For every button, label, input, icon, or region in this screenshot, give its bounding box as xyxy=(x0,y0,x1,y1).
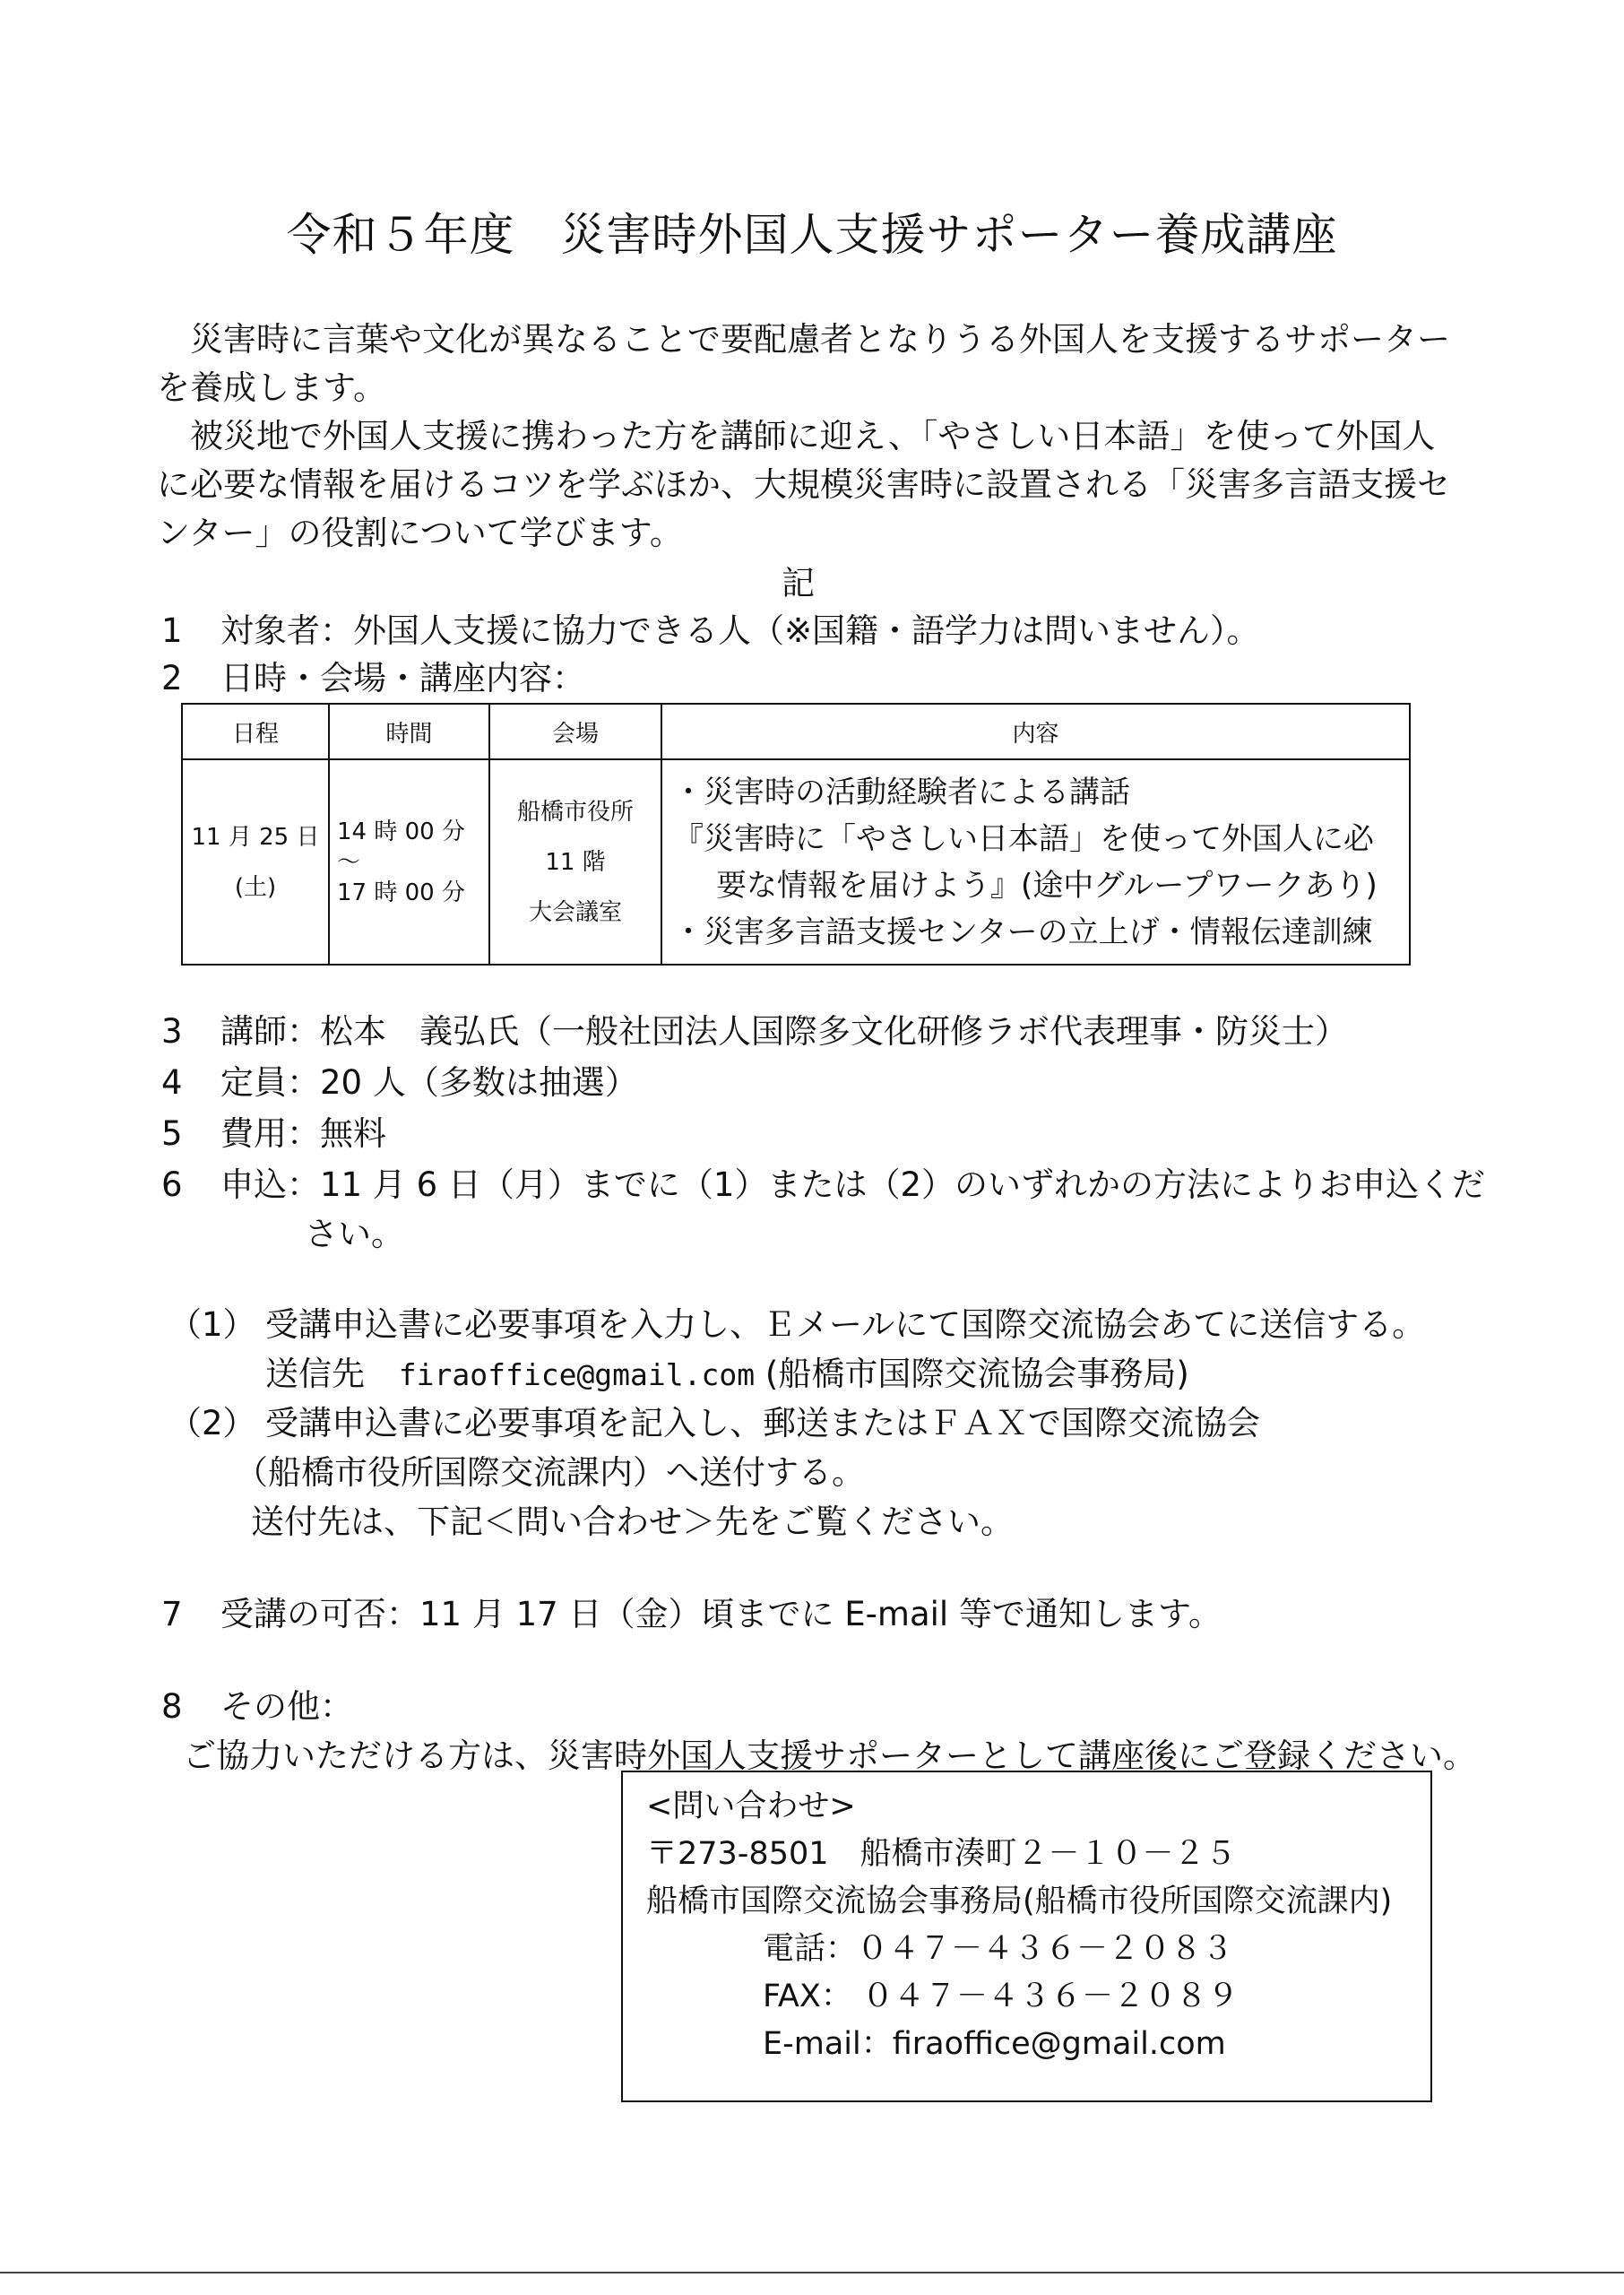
header-date: 日程 xyxy=(182,704,329,759)
contact-heading: <問い合わせ> xyxy=(646,1788,856,1824)
schedule-table xyxy=(181,703,1411,966)
item-number: 3 xyxy=(161,1012,183,1051)
table-row xyxy=(182,759,1410,965)
method-2-continued: （船橋市役所国際交流課内）へ送付する。 xyxy=(235,1453,865,1492)
item-text: 受講の可否：11 月 17 日（金）頃までに E-mail 等で通知します。 xyxy=(220,1595,1222,1633)
method-1-destination xyxy=(265,1347,1189,1395)
content-line: ・災害時の活動経験者による講話 xyxy=(673,774,1130,810)
cell-time xyxy=(329,759,489,965)
content-line: 『災害時に「やさしい日本語」を使って外国人に必 xyxy=(673,820,1374,857)
item-text: 対象者：外国人支援に協力できる人（※国籍・語学力は問いません）。 xyxy=(220,611,1260,650)
contact-box xyxy=(621,1771,1432,2102)
time-start: 14 時 00 分～ xyxy=(337,818,465,876)
contact-phone: 電話：０４７－４３６－２０８３ xyxy=(763,1931,1234,1967)
item-text: その他： xyxy=(220,1687,353,1726)
destination-label: 送信先 xyxy=(265,1355,365,1393)
cell-date xyxy=(182,759,329,965)
item-number: 4 xyxy=(161,1063,183,1102)
cell-venue xyxy=(489,759,661,965)
header-content: 内容 xyxy=(661,704,1410,759)
item-8 xyxy=(161,1679,353,1728)
item-6-continued: さい。 xyxy=(305,1215,404,1253)
item-text: 申込：11 月 6 日（月）までに（1）または（2）のいずれかの方法によりお申込くだ xyxy=(220,1165,1485,1204)
item-text: 定員：20 人（多数は抽選） xyxy=(220,1063,638,1102)
intro-paragraph-1: 災害時に言葉や文化が異なることで要配慮者となりうる外国人を支援するサポーターを養成します。 xyxy=(157,320,1450,407)
method-1 xyxy=(168,1297,1425,1346)
venue-room: 大会議室 xyxy=(528,898,622,926)
item-number: 6 xyxy=(161,1165,183,1204)
destination-email: firaoffice@gmail.com xyxy=(398,1357,756,1392)
item-text: 日時・会場・講座内容： xyxy=(220,659,585,697)
item-number: 8 xyxy=(161,1687,183,1726)
item-3 xyxy=(161,1004,1348,1052)
contact-fax: FAX： ０４７－４３６－２０８９ xyxy=(763,1979,1239,2014)
item-number: 1 xyxy=(161,611,183,650)
scan-edge-line xyxy=(0,2272,1624,2273)
method-2 xyxy=(168,1396,1260,1444)
contact-organization: 船橋市国際交流協会事務局(船橋市役所国際交流課内) xyxy=(646,1884,1393,1919)
document-title: 令和５年度 災害時外国人支援サポーター養成講座 xyxy=(286,209,1338,261)
table-header-row xyxy=(182,704,1410,759)
content-line: 要な情報を届けよう』(途中グループワークあり) xyxy=(716,867,1378,904)
method-number: （2） xyxy=(168,1404,256,1442)
content-line: ・災害多言語支援センターの立上げ・情報伝達訓練 xyxy=(673,914,1373,950)
item-7 xyxy=(161,1587,1222,1635)
date-weekday: (土) xyxy=(234,873,277,901)
item-number: 5 xyxy=(161,1114,183,1153)
item-text: 費用：無料 xyxy=(220,1114,386,1153)
cell-content xyxy=(661,759,1410,965)
method-2-note: 送付先は、下記＜問い合わせ＞先をご覧ください。 xyxy=(251,1503,1014,1541)
header-time: 時間 xyxy=(329,704,489,759)
venue-floor: 11 階 xyxy=(545,848,606,876)
method-text: 受講申込書に必要事項を記入し、郵送またはＦＡＸで国際交流協会 xyxy=(265,1404,1260,1442)
ki-heading: 記 xyxy=(782,564,815,602)
intro-paragraph-2: 被災地で外国人支援に携わった方を講師に迎え、「やさしい日本語」を使って外国人に必要な情報を届けるコツを学ぶほか、大規模災害時に設置される「災害多言語支援センター」の役割について学びます。 xyxy=(157,417,1450,552)
item-6 xyxy=(161,1157,1485,1206)
venue-building: 船橋市役所 xyxy=(516,798,634,826)
date-text: 11 月 25 日 xyxy=(191,823,320,851)
item-number: 2 xyxy=(161,659,183,697)
item-2 xyxy=(161,651,585,699)
time-end: 17 時 00 分 xyxy=(337,879,465,906)
item-4 xyxy=(161,1055,638,1104)
destination-note: (船橋市国際交流協会事務局) xyxy=(764,1355,1189,1393)
item-8-body: ご協力いただける方は、災害時外国人支援サポーターとして講座後にご登録ください。 xyxy=(183,1736,1476,1775)
item-number: 7 xyxy=(161,1595,183,1633)
item-text: 講師：松本 義弘氏（一般社団法人国際多文化研修ラボ代表理事・防災士） xyxy=(220,1012,1348,1051)
contact-address: 〒273-8501 船橋市湊町２－１０－２５ xyxy=(646,1836,1237,1872)
contact-email: E-mail：firaoffice@gmail.com xyxy=(763,2026,1226,2062)
method-number: （1） xyxy=(168,1305,256,1344)
header-venue: 会場 xyxy=(489,704,661,759)
method-text: 受講申込書に必要事項を入力し、Ｅメールにて国際交流協会あてに送信する。 xyxy=(265,1305,1426,1344)
item-1 xyxy=(161,603,1260,652)
item-5 xyxy=(161,1106,386,1155)
